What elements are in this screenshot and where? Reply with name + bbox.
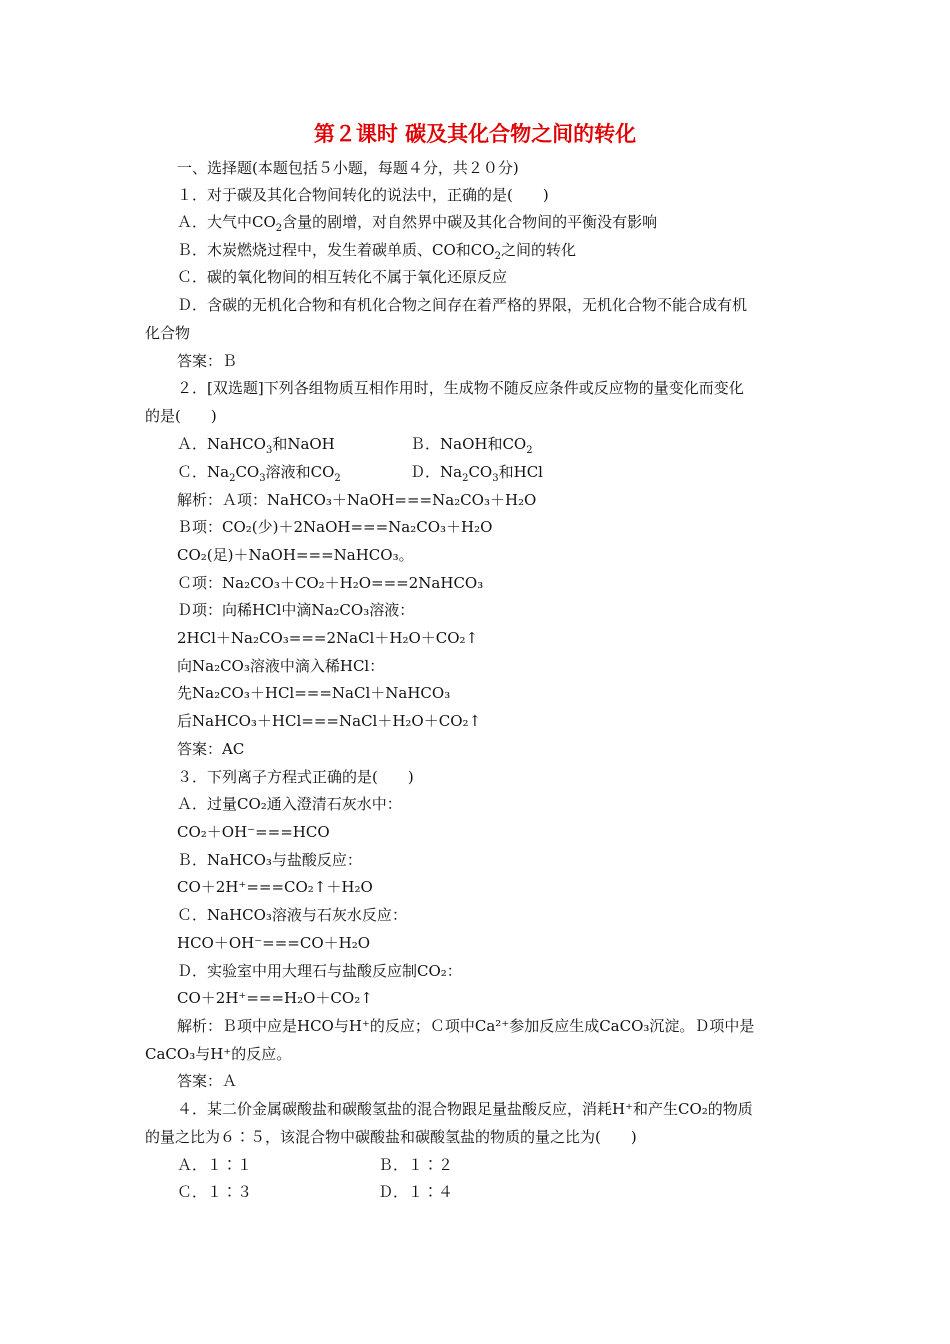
question-4-option-d: Ｄ．１∶４ xyxy=(378,1183,454,1201)
question-3-option-c: Ｃ．NaHCO₃溶液与石灰水反应： xyxy=(177,906,407,924)
question-2-explanation-d3: 向Na₂CO₃溶液中滴入稀HCl： xyxy=(177,657,385,675)
question-2-option-d: Ｄ．$Na_2CO_3$和HCl xyxy=(410,463,543,484)
question-2-explanation-b1: Ｂ项：CO₂(少)＋2NaOH===Na₂CO₃＋H₂O xyxy=(177,518,493,536)
question-1-option-d-cont: 化合物 xyxy=(145,324,191,342)
question-1-option-d: Ｄ．含碳的无机化合物和有机化合物之间存在着严格的界限，无机化合物不能合成有机 xyxy=(177,296,748,314)
question-4-option-b: Ｂ．１∶２ xyxy=(378,1156,454,1174)
section-heading: 一、选择题(本题包括５小题，每题４分，共２０分) xyxy=(177,159,519,177)
question-3-option-b: Ｂ．NaHCO₃与盐酸反应： xyxy=(177,851,362,869)
question-4-option-a: Ａ．１∶１ xyxy=(177,1156,253,1174)
page-title: 第２课时 碳及其化合物之间的转化 xyxy=(313,121,637,146)
question-2-option-a: Ａ．NaHCO$_3$和NaOH xyxy=(177,435,335,456)
question-3-option-d: Ｄ．实验室中用大理石与盐酸反应制CO₂： xyxy=(177,962,462,980)
question-1-answer: 答案：Ｂ xyxy=(177,352,238,370)
question-4-stem: ４．某二价金属碳酸盐和碳酸氢盐的混合物跟足量盐酸反应，消耗H⁺和产生CO₂的物质 xyxy=(177,1100,753,1118)
question-2-explanation-d2: 2HCl＋Na₂CO₃===2NaCl＋H₂O＋CO₂↑ xyxy=(177,629,479,647)
question-3-option-d-equation: CO＋2H⁺===H₂O＋CO₂↑ xyxy=(177,989,373,1007)
question-2-explanation-d4: 先Na₂CO₃＋HCl===NaCl＋NaHCO₃ xyxy=(177,684,451,702)
question-2-explanation-d1: Ｄ项：向稀HCl中滴Na₂CO₃溶液： xyxy=(177,601,415,619)
question-1-option-a: Ａ．大气中$CO_2$含量的剧增，对自然界中碳及其化合物间的平衡没有影响 xyxy=(177,213,658,234)
question-1-option-b: Ｂ．木炭燃烧过程中，发生着碳单质、CO和$CO_2$之间的转化 xyxy=(177,241,576,262)
question-3-explanation: 解析：Ｂ项中应是HCO与H⁺的反应；Ｃ项中Ca²⁺参加反应生成CaCO₃沉淀。Ｄ项中是 xyxy=(177,1017,755,1035)
question-4-option-c: Ｃ．１∶３ xyxy=(177,1183,253,1201)
question-3-option-a-equation: CO₂＋OH⁻===HCO xyxy=(177,823,330,841)
question-2-answer: 答案：AC xyxy=(177,740,245,758)
question-1-stem: １．对于碳及其化合物间转化的说法中，正确的是( ) xyxy=(177,186,549,204)
question-2-explanation-c: Ｃ项：Na₂CO₃＋CO₂＋H₂O===2NaHCO₃ xyxy=(177,574,484,592)
question-2-stem-cont: 的是( ) xyxy=(145,407,217,425)
question-2-option-b: Ｂ．NaOH和$CO_2$ xyxy=(410,435,533,456)
question-4-stem-cont: 的量之比为６∶５，该混合物中碳酸盐和碳酸氢盐的物质的量之比为( ) xyxy=(145,1128,637,1146)
question-3-option-b-equation: CO＋2H⁺===CO₂↑＋H₂O xyxy=(177,878,373,896)
question-3-option-c-equation: HCO＋OH⁻===CO＋H₂O xyxy=(177,934,371,952)
question-2-explanation-d5: 后NaHCO₃＋HCl===NaCl＋H₂O＋CO₂↑ xyxy=(177,712,482,730)
question-2-stem: ２．[双选题]下列各组物质互相作用时，生成物不随反应条件或反应物的量变化而变化 xyxy=(177,379,744,397)
question-2-explanation-a: 解析：Ａ项：NaHCO₃＋NaOH===Na₂CO₃＋H₂O xyxy=(177,491,537,509)
question-2-option-c: Ｃ．$Na_2CO_3$溶液和$CO_2$ xyxy=(177,463,341,484)
question-1-option-c: Ｃ．碳的氧化物间的相互转化不属于氧化还原反应 xyxy=(177,268,508,286)
question-3-stem: ３．下列离子方程式正确的是( ) xyxy=(177,768,414,786)
question-3-answer: 答案：Ａ xyxy=(177,1072,238,1090)
question-2-explanation-b2: CO₂(足)＋NaOH===NaHCO₃。 xyxy=(177,546,414,564)
question-3-option-a: Ａ．过量CO₂通入澄清石灰水中： xyxy=(177,795,402,813)
question-3-explanation-cont: CaCO₃与H⁺的反应。 xyxy=(145,1045,292,1063)
